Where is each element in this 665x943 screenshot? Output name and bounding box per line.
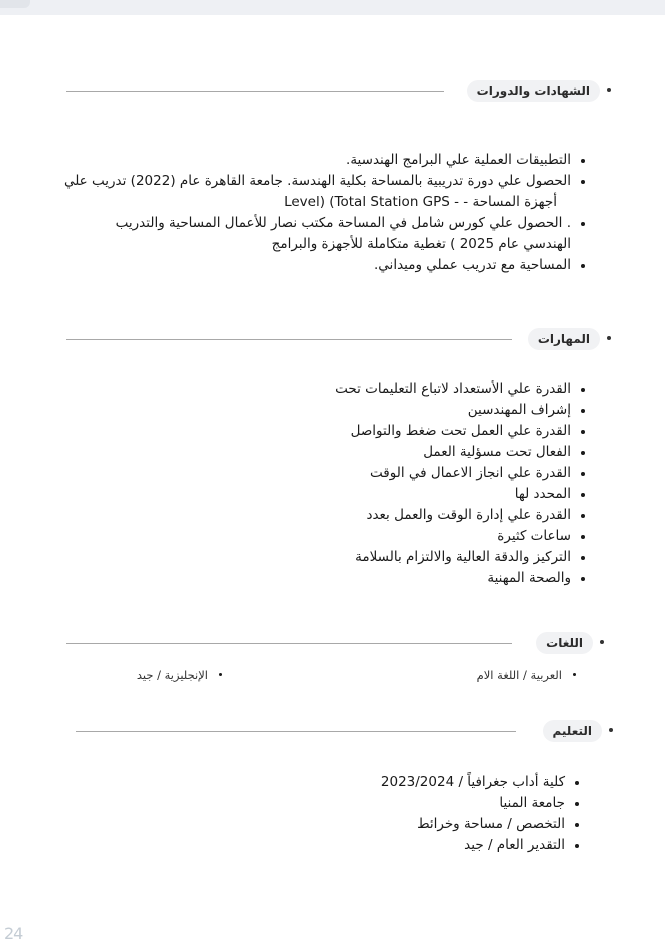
certifications-header [66,80,611,104]
list-item: التقدير العام / جيد [321,835,581,856]
section-title: التعليم [543,720,603,742]
list-item: الإنجليزية / جيد [94,667,224,683]
list-item-line: الحصول علي دورة تدريبية بالمساحة بكلية الهندسة. جامعة القاهرة عام (2022) تدريب علي [63,173,571,189]
list-item: جامعة المنيا [321,793,581,814]
list-item: التركيز والدقة العالية والالتزام بالسلامة [287,547,587,568]
list-item: القدرة علي انجاز الاعمال في الوقت [287,463,587,484]
certifications-list [47,150,587,276]
list-item: التطبيقات العملية علي البرامج الهندسية. [47,150,587,171]
list-item: المساحية مع تدريب عملي وميداني. [47,255,587,276]
section-divider [76,731,516,732]
skills-header [66,328,611,352]
section-title: اللغات [536,632,593,654]
bullet-icon [609,728,613,732]
list-item: والصحة المهنية [287,568,587,589]
section-title: الشهادات والدورات [467,80,600,102]
list-item: ساعات كثيرة [287,526,587,547]
list-item: إشراف المهندسين [287,400,587,421]
section-divider [66,339,512,340]
section-divider [66,643,512,644]
list-item: التخصص / مساحة وخرائط [321,814,581,835]
education-list [321,772,581,856]
bullet-icon [607,336,611,340]
list-item: القدرة علي إدارة الوقت والعمل بعدد [287,505,587,526]
languages-header [66,632,604,656]
list-item: كلية أداب جغرافياً / 2023/2024 [321,772,581,793]
page-number: 24 [4,924,23,943]
list-item: القدرة علي العمل تحت ضغط والتواصل [287,421,587,442]
bullet-icon [600,640,604,644]
list-item [47,213,587,255]
list-item-line: . الحصول علي كورس شامل في المساحة مكتب نصار للأعمال المساحية والتدريب [115,215,571,231]
top-tab[interactable] [0,0,30,8]
top-toolbar-strip [0,0,665,15]
skills-list [287,379,587,589]
section-divider [66,91,444,92]
list-item-line: الهندسي عام 2025 ) تغطية متكاملة للأجهزة والبرامج [271,236,571,252]
education-header [76,720,613,744]
bullet-icon [607,88,611,92]
languages-list-right [418,667,578,683]
list-item [47,171,587,213]
section-title: المهارات [528,328,600,350]
list-item-line: أجهزة المساحة - - Level) (Total Station GPS [284,194,557,210]
languages-list-left [94,667,224,683]
list-item: العربية / اللغة الام [418,667,578,683]
list-item: المحدد لها [287,484,587,505]
list-item: الفعال تحت مسؤلية العمل [287,442,587,463]
list-item: القدرة علي الأستعداد لاتباع التعليمات تحت [287,379,587,400]
